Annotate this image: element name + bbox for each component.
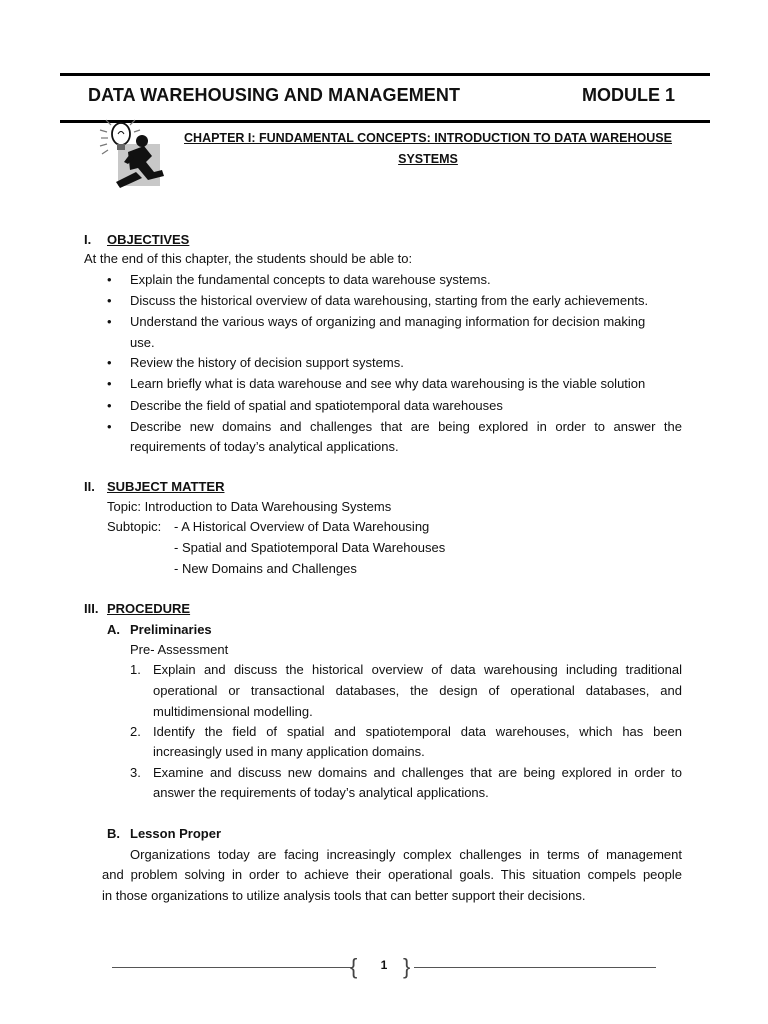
objective-item: Understand the various ways of organizing and managing information for decision making bbox=[130, 314, 646, 329]
topic-line: Topic: Introduction to Data Warehousing Systems bbox=[107, 499, 392, 514]
pre-assessment-label: Pre- Assessment bbox=[130, 642, 229, 657]
procedure-item: Explain and discuss the historical overview of data warehousing including traditional bbox=[153, 662, 682, 677]
list-number: 2. bbox=[130, 724, 141, 739]
lesson-paragraph-line: in those organizations to utilize analysis tools that can better support their decisions. bbox=[102, 888, 586, 903]
objectives-intro: At the end of this chapter, the students should be able to: bbox=[84, 251, 413, 266]
preliminaries-heading: Preliminaries bbox=[130, 622, 212, 637]
footer-rule-right bbox=[414, 967, 656, 968]
subtopic-label: Subtopic: bbox=[107, 519, 162, 534]
procedure-item-continuation: answer the requirements of today’s analytical applications. bbox=[153, 785, 489, 800]
objectives-heading: OBJECTIVES bbox=[107, 232, 190, 247]
page-number: 1 bbox=[380, 958, 388, 972]
bullet-icon: • bbox=[107, 419, 112, 434]
list-number: 1. bbox=[130, 662, 141, 677]
procedure-item-continuation: multidimensional modelling. bbox=[153, 704, 313, 719]
section-numeral-objectives: I. bbox=[84, 232, 92, 247]
section-numeral-subject: II. bbox=[84, 479, 95, 494]
procedure-item: Identify the field of spatial and spatiotemporal data warehouses, which has been bbox=[153, 724, 682, 739]
right-brace-icon: } bbox=[403, 954, 411, 979]
lightbulb-thinker-icon bbox=[98, 114, 172, 190]
bullet-icon: • bbox=[107, 272, 112, 287]
objective-item: Explain the fundamental concepts to data warehouse systems. bbox=[130, 272, 491, 287]
lesson-proper-heading: Lesson Proper bbox=[130, 826, 222, 841]
header-top-rule bbox=[60, 73, 710, 76]
subtopic-item: - New Domains and Challenges bbox=[174, 561, 357, 576]
subtopic-item: - Spatial and Spatiotemporal Data Warehouses bbox=[174, 540, 446, 555]
objective-item: Review the history of decision support systems. bbox=[130, 355, 404, 370]
list-number: 3. bbox=[130, 765, 141, 780]
procedure-item-continuation: operational or transactional databases, the design of operational databases, and bbox=[153, 683, 682, 698]
objective-item-continuation: requirements of today’s analytical applications. bbox=[130, 439, 399, 454]
objective-item: Discuss the historical overview of data warehousing, starting from the early achievements. bbox=[130, 293, 649, 308]
section-numeral-procedure: III. bbox=[84, 601, 99, 616]
document-title: DATA WAREHOUSING AND MANAGEMENT bbox=[88, 85, 461, 105]
objective-item: Describe new domains and challenges that are being explored in order to answer the bbox=[130, 419, 682, 434]
module-label: MODULE 1 bbox=[582, 85, 676, 105]
objective-item: Learn briefly what is data warehouse and see why data warehousing is the viable solution bbox=[130, 376, 646, 391]
chapter-title: CHAPTER I: FUNDAMENTAL CONCEPTS: INTRODUCTION TO DATA WAREHOUSE SYSTEMS bbox=[184, 131, 672, 166]
procedure-item-continuation: increasingly used in many application domains. bbox=[153, 744, 425, 759]
bullet-icon: • bbox=[107, 398, 112, 413]
procedure-item: Examine and discuss new domains and challenges that are being explored in order to bbox=[153, 765, 682, 780]
lesson-paragraph-line: Organizations today are facing increasingly complex challenges in terms of management bbox=[130, 847, 682, 862]
bullet-icon: • bbox=[107, 355, 112, 370]
subsection-letter-b: B. bbox=[107, 826, 120, 841]
subsection-letter-a: A. bbox=[107, 622, 120, 637]
footer-rule-left bbox=[112, 967, 352, 968]
subject-matter-heading: SUBJECT MATTER bbox=[107, 479, 225, 494]
objective-item-continuation: use. bbox=[130, 335, 155, 350]
objective-item: Describe the field of spatial and spatiotemporal data warehouses bbox=[130, 398, 503, 413]
bullet-icon: • bbox=[107, 376, 112, 391]
procedure-heading: PROCEDURE bbox=[107, 601, 191, 616]
lesson-paragraph-line: and problem solving in order to achieve their operational goals. This situation compels people bbox=[102, 867, 682, 882]
bullet-icon: • bbox=[107, 293, 112, 308]
bullet-icon: • bbox=[107, 314, 112, 329]
left-brace-icon: { bbox=[350, 954, 358, 979]
subtopic-item: - A Historical Overview of Data Warehousing bbox=[174, 519, 430, 534]
